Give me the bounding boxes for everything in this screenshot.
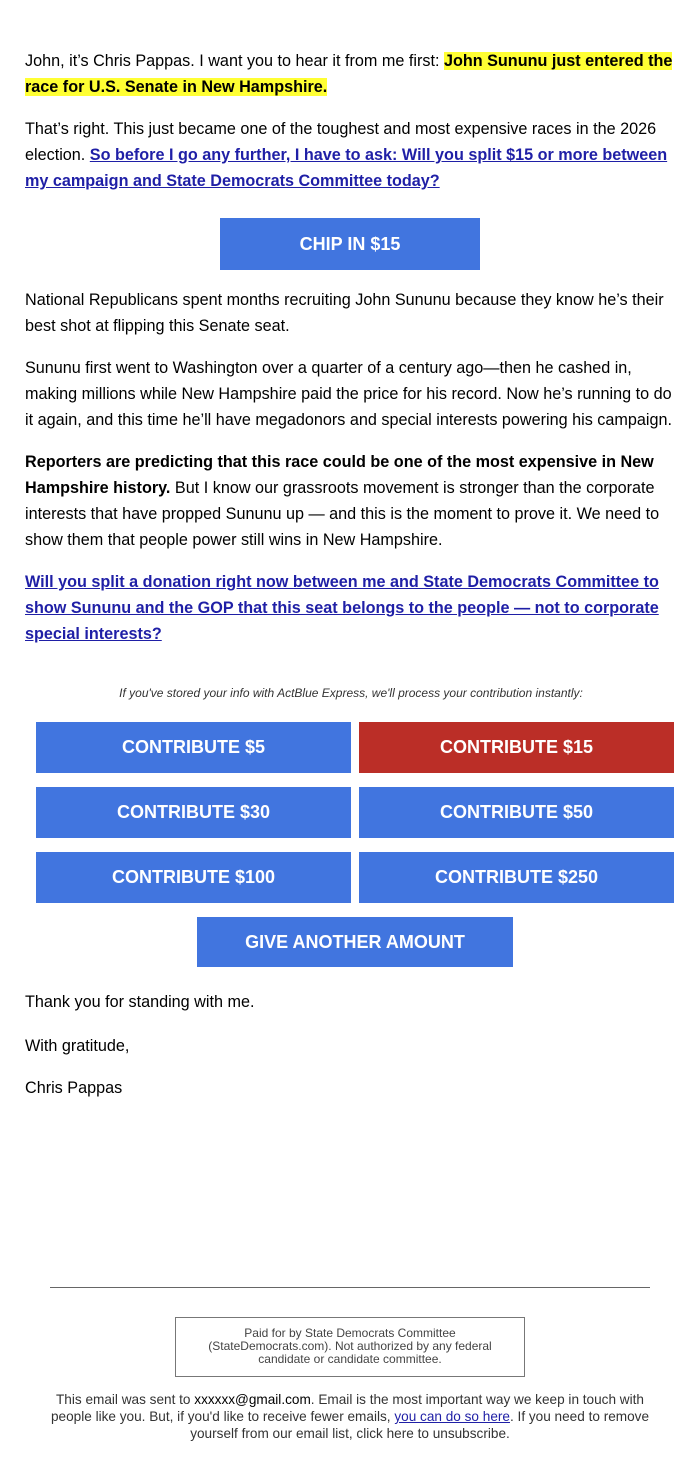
donation-ask-paragraph xyxy=(25,569,677,647)
recruiting-paragraph: National Republicans spent months recruiting John Sununu because they know he’s their best shot at flipping this Senate seat. xyxy=(25,291,664,335)
grassroots-text: But I know our grassroots movement is stronger than the corporate interests that have propped Sununu up — and this is the moment to prove it. We need to show them that people power still wins in New Hampshire. xyxy=(25,479,660,549)
recipient-email: xxxxxx@gmail.com xyxy=(194,1392,311,1407)
thanks-line: Thank you for standing with me. xyxy=(25,993,255,1011)
chip-in-button[interactable]: CHIP IN $15 xyxy=(220,218,480,270)
signature-name: Chris Pappas xyxy=(25,1079,123,1097)
contribute-250-button[interactable]: CONTRIBUTE $250 xyxy=(359,852,674,903)
actblue-note: If you've stored your info with ActBlue Express, we'll process your contribution instantly: xyxy=(119,686,583,700)
give-another-amount-button[interactable]: GIVE ANOTHER AMOUNT xyxy=(197,917,513,967)
email-body xyxy=(25,48,677,210)
paid-for-disclaimer: Paid for by State Democrats Committee (StateDemocrats.com). Not authorized by any federal candidate or candidate committee. xyxy=(175,1317,525,1377)
washington-paragraph: Sununu first went to Washington over a quarter of a century ago—then he cashed in, making millions while New Hampshire paid the price for his record. Now he’s running to do it again, and this time he’ll have megadonors and special interests powering his campaign. xyxy=(25,359,672,429)
intro-text: John, it’s Chris Pappas. I want you to hear it from me first: xyxy=(25,52,444,70)
race-text: That’s right. This just became one of the toughest and most expensive races in the 2026 election. xyxy=(25,120,657,164)
sent-to-prefix: This email was sent to xyxy=(56,1392,195,1407)
intro-paragraph xyxy=(25,48,677,100)
footer-divider xyxy=(50,1287,650,1288)
contribute-15-button[interactable]: CONTRIBUTE $15 xyxy=(359,722,674,773)
split-donation-link[interactable]: Will you split a donation right now between me and State Democrats Committee to show Sununu and the GOP that this seat belongs to the people — not to corporate special interests? xyxy=(25,573,659,643)
contribute-30-button[interactable]: CONTRIBUTE $30 xyxy=(36,787,351,838)
reporters-paragraph xyxy=(25,449,677,553)
highlighted-announcement: John Sununu just entered the race for U.S. Senate in New Hampshire. xyxy=(25,52,673,96)
fewer-emails-link[interactable]: you can do so here xyxy=(394,1409,510,1424)
closing-line: With gratitude, xyxy=(25,1037,130,1055)
contribute-100-button[interactable]: CONTRIBUTE $100 xyxy=(36,852,351,903)
footer-notice xyxy=(40,1391,660,1442)
race-paragraph xyxy=(25,116,677,194)
reporters-bold-text: Reporters are predicting that this race could be one of the most expensive in New Hampshire history. xyxy=(25,453,654,497)
contribute-50-button[interactable]: CONTRIBUTE $50 xyxy=(359,787,674,838)
sent-to-middle: . Email is the most important way we keep in touch with people like you. But, if you'd like to receive fewer emails, xyxy=(50,1392,644,1424)
email-body-continued xyxy=(25,287,677,663)
contribute-5-button[interactable]: CONTRIBUTE $5 xyxy=(36,722,351,773)
split-15-link[interactable]: So before I go any further, I have to ask: Will you split $15 or more between my campaign and State Democrats Committee today? xyxy=(25,146,668,190)
unsubscribe-text: . If you need to remove yourself from our email list, click here to unsubscribe. xyxy=(190,1409,650,1441)
